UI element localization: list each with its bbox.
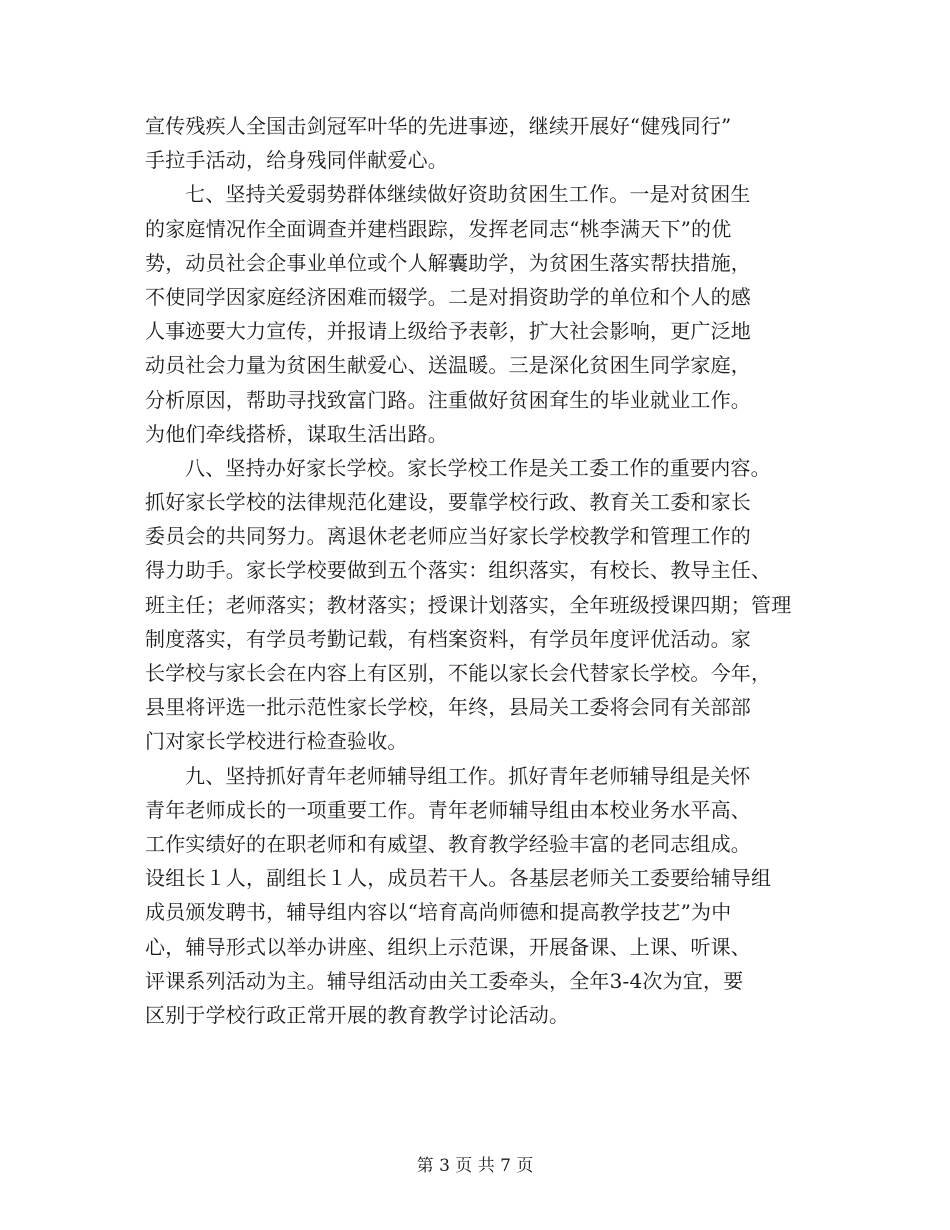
text-line: 势，动员社会企事业单位或个人解囊助学，为贫困生落实帮扶措施， — [145, 250, 751, 275]
text-line: 制度落实，有学员考勤记载，有档案资料，有学员年度评优活动。家 — [145, 626, 751, 651]
paragraph-seven-heading: 七、坚持关爱弱势群体继续做好资助贫困生工作。一是对贫困生 — [185, 182, 751, 207]
text-line: 宣传残疾人全国击剑冠军叶华的先进事迹，继续开展好“健残同行” — [145, 114, 732, 138]
text-line: 长学校与家长会在内容上有区别，不能以家长会代替家长学校。今年， — [145, 661, 772, 685]
text-line: 得力助手。家长学校要做到五个落实：组织落实，有校长、教导主任、 — [145, 558, 772, 583]
paragraph-nine-heading: 九、坚持抓好青年老师辅导组工作。抓好青年老师辅导组是关怀 — [185, 763, 751, 788]
text-line: 委员会的共同努力。离退休老老师应当好家长学校教学和管理工作的 — [145, 524, 751, 549]
text-line: 为他们牵线搭桥，谋取生活出路。 — [145, 421, 448, 446]
text-line: 的家庭情况作全面调查并建档跟踪，发挥老同志“桃李满天下”的优 — [145, 216, 732, 241]
text-line: 工作实绩好的在职老师和有威望、教育教学经验丰富的老同志组成。 — [145, 831, 751, 856]
text-line: 心，辅导形式以举办讲座、组织上示范课，开展备课、上课、听课、 — [145, 934, 751, 959]
text-line: 区别于学校行政正常开展的教育教学讨论活动。 — [145, 1002, 570, 1027]
text-line: 不使同学因家庭经济困难而辍学。二是对捐资助学的单位和个人的感 — [145, 284, 751, 309]
text-line: 人事迹要大力宣传，并报请上级给予表彰，扩大社会影响，更广泛地 — [145, 319, 751, 344]
text-line: 青年老师成长的一项重要工作。青年老师辅导组由本校业务水平高、 — [145, 797, 751, 822]
text-line: 门对家长学校进行检查验收。 — [145, 729, 408, 754]
text-line: 设组长１人，副组长１人，成员若干人。各基层老师关工委要给辅导组 — [145, 866, 772, 891]
page-number-footer: 第 3 页 共 7 页 — [416, 1156, 534, 1176]
text-line: 手拉手活动，给身残同伴献爱心。 — [145, 148, 448, 173]
text-line: 动员社会力量为贫困生献爱心、送温暖。三是深化贫困生同学家庭， — [145, 353, 751, 378]
text-line: 抓好家长学校的法律规范化建设，要靠学校行政、教育关工委和家长 — [145, 490, 751, 515]
text-line: 班主任；老师落实；教材落实；授课计划落实，全年班级授课四期；管理 — [145, 592, 792, 617]
document-body — [145, 109, 817, 1032]
text-line: 评课系列活动为主。辅导组活动由关工委牵头，全年3-4次为宜，要 — [145, 968, 744, 993]
paragraph-eight-heading: 八、坚持办好家长学校。家长学校工作是关工委工作的重要内容。 — [185, 455, 771, 480]
text-line: 成员颁发聘书，辅导组内容以“培育高尚师德和提高教学技艺”为中 — [145, 900, 732, 925]
text-line: 分析原因，帮助寻找致富门路。注重做好贫困耷生的毕业就业工作。 — [145, 387, 751, 412]
text-line: 县里将评选一批示范性家长学校，年终，县局关工委将会同有关部部 — [145, 695, 751, 720]
